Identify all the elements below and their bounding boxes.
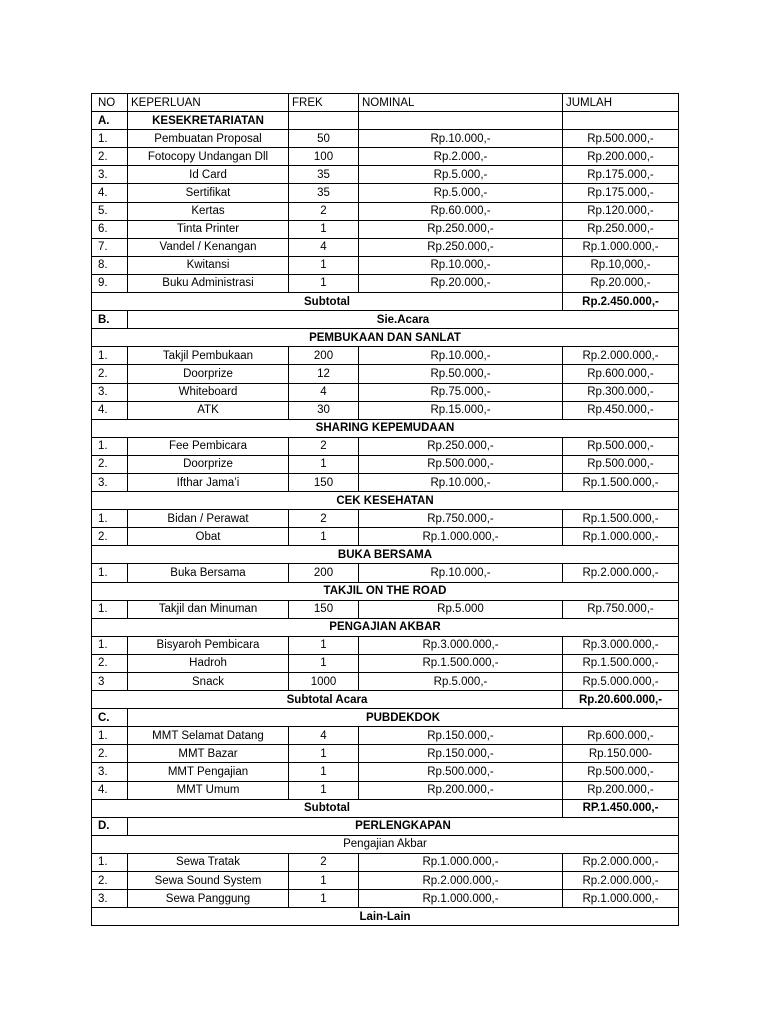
table-row [92, 383, 679, 401]
row-jumlah: Rp.20.000,- [563, 274, 679, 292]
row-keperluan: Sewa Sound System [128, 872, 289, 890]
row-jumlah: Rp.5.000.000,- [563, 673, 679, 691]
row-nominal: Rp.75.000,- [359, 383, 563, 401]
table-row [92, 473, 679, 491]
row-keperluan: Takjil Pembukaan [128, 347, 289, 365]
row-jumlah: Rp.2.000.000,- [563, 347, 679, 365]
row-no: 7. [92, 238, 128, 256]
row-nominal: Rp.5.000,- [359, 184, 563, 202]
row-frek: 30 [289, 401, 359, 419]
row-jumlah: Rp.1.000.000,- [563, 528, 679, 546]
row-jumlah: Rp.120.000,- [563, 202, 679, 220]
row-keperluan: Buku Administrasi [128, 274, 289, 292]
group-title: BUKA BERSAMA [92, 546, 679, 564]
table-row [92, 202, 679, 220]
empty-cell [563, 112, 679, 130]
row-no: 6. [92, 220, 128, 238]
row-keperluan: MMT Pengajian [128, 763, 289, 781]
row-jumlah: Rp.750.000,- [563, 600, 679, 618]
group-row [92, 908, 679, 926]
row-no: 3 [92, 673, 128, 691]
row-no: 3. [92, 473, 128, 491]
row-nominal: Rp.2.000.000,- [359, 872, 563, 890]
row-frek: 35 [289, 166, 359, 184]
section-row [92, 112, 679, 130]
row-frek: 4 [289, 238, 359, 256]
row-jumlah: Rp.1.500.000,- [563, 654, 679, 672]
row-frek: 1 [289, 528, 359, 546]
row-no: 4. [92, 184, 128, 202]
group-row [92, 835, 679, 853]
row-keperluan: MMT Umum [128, 781, 289, 799]
row-no: 3. [92, 763, 128, 781]
row-jumlah: Rp.600.000,- [563, 365, 679, 383]
table-row [92, 130, 679, 148]
row-no: 1. [92, 636, 128, 654]
subtotal-label: Subtotal [92, 799, 563, 817]
row-jumlah: Rp.500.000,- [563, 130, 679, 148]
header-row [92, 94, 679, 112]
subtotal-label: Subtotal Acara [92, 691, 563, 709]
row-frek: 200 [289, 564, 359, 582]
header-keperluan: KEPERLUAN [128, 94, 289, 112]
row-nominal: Rp.10.000,- [359, 564, 563, 582]
budget-table-body [92, 94, 679, 926]
table-row [92, 274, 679, 292]
group-row [92, 329, 679, 347]
subtotal-amount: Rp.2.450.000,- [563, 293, 679, 311]
row-jumlah: Rp.3.000.000,- [563, 636, 679, 654]
table-row [92, 673, 679, 691]
table-row [92, 564, 679, 582]
row-keperluan: Snack [128, 673, 289, 691]
row-jumlah: Rp.500.000,- [563, 763, 679, 781]
row-nominal: Rp.50.000,- [359, 365, 563, 383]
row-frek: 1 [289, 781, 359, 799]
row-frek: 2 [289, 437, 359, 455]
row-nominal: Rp.10.000,- [359, 130, 563, 148]
group-row [92, 492, 679, 510]
empty-cell [289, 112, 359, 130]
row-jumlah: Rp.1.500.000,- [563, 510, 679, 528]
row-keperluan: Bidan / Perawat [128, 510, 289, 528]
row-no: 5. [92, 202, 128, 220]
subtotal-row [92, 799, 679, 817]
row-keperluan: Bisyaroh Pembicara [128, 636, 289, 654]
table-row [92, 437, 679, 455]
row-no: 3. [92, 383, 128, 401]
row-jumlah: Rp.200.000,- [563, 148, 679, 166]
row-frek: 35 [289, 184, 359, 202]
row-no: 1. [92, 853, 128, 871]
row-frek: 4 [289, 383, 359, 401]
table-row [92, 455, 679, 473]
row-no: 1. [92, 510, 128, 528]
row-no: 1. [92, 437, 128, 455]
row-keperluan: Fotocopy Undangan Dll [128, 148, 289, 166]
row-nominal: Rp.500.000,- [359, 763, 563, 781]
row-frek: 4 [289, 727, 359, 745]
row-nominal: Rp.250.000,- [359, 220, 563, 238]
row-nominal: Rp.1.000.000,- [359, 853, 563, 871]
row-keperluan: Ifthar Jama’i [128, 473, 289, 491]
table-row [92, 636, 679, 654]
row-jumlah: Rp.200.000,- [563, 781, 679, 799]
row-keperluan: Sewa Panggung [128, 890, 289, 908]
row-keperluan: MMT Bazar [128, 745, 289, 763]
table-row [92, 256, 679, 274]
subtotal-label: Subtotal [92, 293, 563, 311]
row-nominal: Rp.250.000,- [359, 437, 563, 455]
group-title: Lain-Lain [92, 908, 679, 926]
row-frek: 1000 [289, 673, 359, 691]
row-no: 2. [92, 654, 128, 672]
row-keperluan: Doorprize [128, 365, 289, 383]
row-keperluan: Kwitansi [128, 256, 289, 274]
row-keperluan: Hadroh [128, 654, 289, 672]
row-nominal: Rp.5.000,- [359, 673, 563, 691]
table-row [92, 853, 679, 871]
row-frek: 200 [289, 347, 359, 365]
section-row [92, 311, 679, 329]
row-no: 1. [92, 564, 128, 582]
budget-table [91, 93, 679, 926]
subtotal-amount: Rp.20.600.000,- [563, 691, 679, 709]
header-nominal: NOMINAL [359, 94, 563, 112]
row-frek: 2 [289, 510, 359, 528]
row-no: 1. [92, 727, 128, 745]
row-jumlah: Rp.2.000.000,- [563, 853, 679, 871]
row-frek: 1 [289, 654, 359, 672]
row-jumlah: Rp.2.000.000,- [563, 872, 679, 890]
row-nominal: Rp.5.000,- [359, 166, 563, 184]
table-row [92, 148, 679, 166]
section-no: B. [92, 311, 128, 329]
row-frek: 2 [289, 202, 359, 220]
section-row [92, 709, 679, 727]
row-keperluan: Doorprize [128, 455, 289, 473]
row-no: 2. [92, 365, 128, 383]
table-row [92, 727, 679, 745]
row-jumlah: Rp.1.500.000,- [563, 473, 679, 491]
row-no: 1. [92, 130, 128, 148]
row-no: 4. [92, 781, 128, 799]
row-jumlah: Rp.2.000.000,- [563, 564, 679, 582]
row-frek: 1 [289, 274, 359, 292]
table-row [92, 763, 679, 781]
row-nominal: Rp.150.000,- [359, 745, 563, 763]
row-no: 2. [92, 745, 128, 763]
empty-cell [359, 112, 563, 130]
row-jumlah: Rp.300.000,- [563, 383, 679, 401]
group-title: TAKJIL ON THE ROAD [92, 582, 679, 600]
group-title: SHARING KEPEMUDAAN [92, 419, 679, 437]
group-row [92, 546, 679, 564]
row-no: 3. [92, 890, 128, 908]
table-row [92, 600, 679, 618]
section-title: PERLENGKAPAN [128, 817, 679, 835]
row-nominal: Rp.15.000,- [359, 401, 563, 419]
row-no: 2. [92, 148, 128, 166]
row-keperluan: Vandel / Kenangan [128, 238, 289, 256]
row-nominal: Rp.150.000,- [359, 727, 563, 745]
row-jumlah: Rp.500.000,- [563, 455, 679, 473]
row-no: 4. [92, 401, 128, 419]
row-jumlah: Rp.600.000,- [563, 727, 679, 745]
row-jumlah: Rp.250.000,- [563, 220, 679, 238]
row-no: 1. [92, 600, 128, 618]
row-nominal: Rp.60.000,- [359, 202, 563, 220]
row-frek: 2 [289, 853, 359, 871]
row-frek: 150 [289, 473, 359, 491]
section-title: KESEKRETARIATAN [128, 112, 289, 130]
row-no: 2. [92, 528, 128, 546]
row-keperluan: Sewa Tratak [128, 853, 289, 871]
section-no: C. [92, 709, 128, 727]
table-row [92, 745, 679, 763]
row-keperluan: Takjil dan Minuman [128, 600, 289, 618]
section-no: A. [92, 112, 128, 130]
row-keperluan: MMT Selamat Datang [128, 727, 289, 745]
row-nominal: Rp.1.000.000,- [359, 528, 563, 546]
row-frek: 12 [289, 365, 359, 383]
subtotal-amount: RP.1.450.000,- [563, 799, 679, 817]
row-nominal: Rp.20.000,- [359, 274, 563, 292]
section-row [92, 817, 679, 835]
row-no: 8. [92, 256, 128, 274]
row-nominal: Rp.1.000.000,- [359, 890, 563, 908]
table-row [92, 528, 679, 546]
row-jumlah: Rp.500.000,- [563, 437, 679, 455]
row-no: 3. [92, 166, 128, 184]
row-no: 9. [92, 274, 128, 292]
table-row [92, 365, 679, 383]
table-row [92, 781, 679, 799]
table-row [92, 401, 679, 419]
row-no: 2. [92, 455, 128, 473]
row-frek: 1 [289, 455, 359, 473]
subtotal-row [92, 691, 679, 709]
row-jumlah: Rp.10,000,- [563, 256, 679, 274]
group-title: PEMBUKAAN DAN SANLAT [92, 329, 679, 347]
group-title: Pengajian Akbar [92, 835, 679, 853]
row-keperluan: Buka Bersama [128, 564, 289, 582]
row-nominal: Rp.2.000,- [359, 148, 563, 166]
row-nominal: Rp.10.000,- [359, 347, 563, 365]
row-jumlah: Rp.1.000.000,- [563, 238, 679, 256]
row-nominal: Rp.10.000,- [359, 256, 563, 274]
row-frek: 1 [289, 220, 359, 238]
row-keperluan: Fee Pembicara [128, 437, 289, 455]
table-row [92, 238, 679, 256]
row-frek: 1 [289, 745, 359, 763]
table-row [92, 872, 679, 890]
row-keperluan: Pembuatan Proposal [128, 130, 289, 148]
table-row [92, 184, 679, 202]
row-nominal: Rp.1.500.000,- [359, 654, 563, 672]
row-keperluan: Id Card [128, 166, 289, 184]
table-row [92, 890, 679, 908]
group-row [92, 419, 679, 437]
row-frek: 150 [289, 600, 359, 618]
table-row [92, 510, 679, 528]
row-no: 1. [92, 347, 128, 365]
row-nominal: Rp.10.000,- [359, 473, 563, 491]
row-frek: 1 [289, 763, 359, 781]
section-title: PUBDEKDOK [128, 709, 679, 727]
row-frek: 1 [289, 890, 359, 908]
group-title: PENGAJIAN AKBAR [92, 618, 679, 636]
row-jumlah: Rp.175.000,- [563, 166, 679, 184]
row-keperluan: Sertifikat [128, 184, 289, 202]
row-keperluan: Obat [128, 528, 289, 546]
table-row [92, 654, 679, 672]
row-keperluan: Tinta Printer [128, 220, 289, 238]
row-nominal: Rp.5.000 [359, 600, 563, 618]
group-title: CEK KESEHATAN [92, 492, 679, 510]
row-jumlah: Rp.150.000- [563, 745, 679, 763]
table-row [92, 347, 679, 365]
section-title: Sie.Acara [128, 311, 679, 329]
table-row [92, 166, 679, 184]
row-jumlah: Rp.175.000,- [563, 184, 679, 202]
row-frek: 100 [289, 148, 359, 166]
section-no: D. [92, 817, 128, 835]
subtotal-row [92, 293, 679, 311]
row-jumlah: Rp.450.000,- [563, 401, 679, 419]
row-keperluan: Whiteboard [128, 383, 289, 401]
row-frek: 1 [289, 256, 359, 274]
row-keperluan: ATK [128, 401, 289, 419]
group-row [92, 582, 679, 600]
row-frek: 50 [289, 130, 359, 148]
row-frek: 1 [289, 872, 359, 890]
row-nominal: Rp.200.000,- [359, 781, 563, 799]
row-nominal: Rp.500.000,- [359, 455, 563, 473]
row-nominal: Rp.3.000.000,- [359, 636, 563, 654]
table-row [92, 220, 679, 238]
row-frek: 1 [289, 636, 359, 654]
header-jumlah: JUMLAH [563, 94, 679, 112]
header-frek: FREK [289, 94, 359, 112]
group-row [92, 618, 679, 636]
header-no: NO [92, 94, 128, 112]
row-no: 2. [92, 872, 128, 890]
row-jumlah: Rp.1.000.000,- [563, 890, 679, 908]
row-keperluan: Kertas [128, 202, 289, 220]
row-nominal: Rp.250.000,- [359, 238, 563, 256]
row-nominal: Rp.750.000,- [359, 510, 563, 528]
